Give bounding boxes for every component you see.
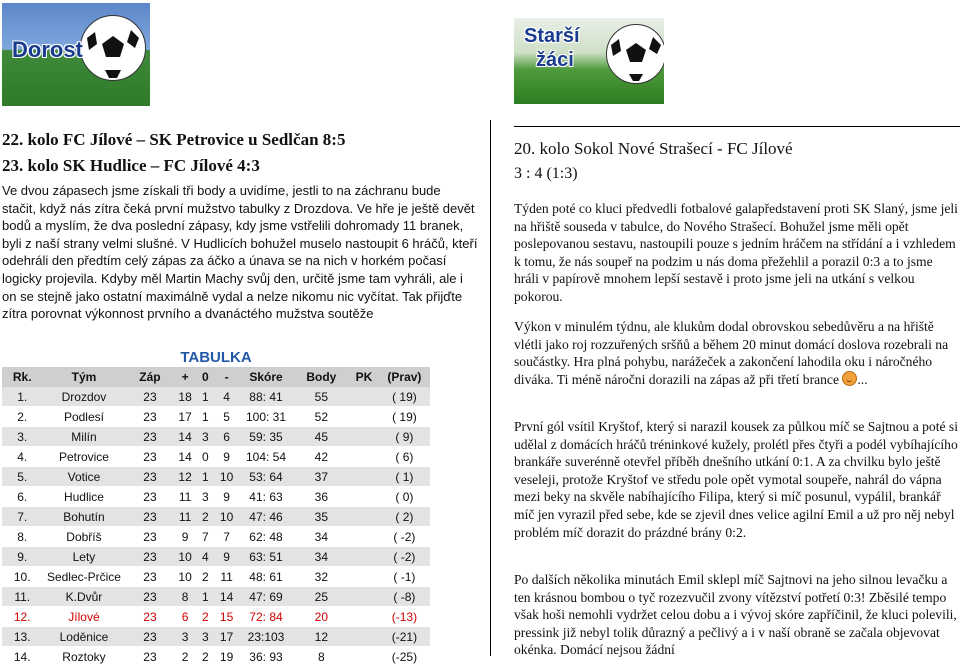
cell: 11 bbox=[174, 507, 195, 527]
cell: 23 bbox=[125, 547, 174, 567]
cell-pk bbox=[349, 647, 379, 667]
cell: 23 bbox=[125, 487, 174, 507]
table-header-row bbox=[2, 367, 430, 387]
column-header: Body bbox=[294, 367, 349, 387]
cell: 36 bbox=[294, 487, 349, 507]
table-row bbox=[2, 527, 430, 547]
cell: 10 bbox=[215, 507, 238, 527]
cell-pk bbox=[349, 507, 379, 527]
cell: (-25) bbox=[379, 647, 430, 667]
table-row bbox=[2, 487, 430, 507]
cell-team: Bohutín bbox=[42, 507, 125, 527]
cell: ( 19) bbox=[379, 407, 430, 427]
cell-team: K.Dvůr bbox=[42, 587, 125, 607]
cell: 4 bbox=[215, 387, 238, 407]
cell: 23 bbox=[125, 527, 174, 547]
table-row bbox=[2, 607, 430, 627]
cell: 47: 46 bbox=[238, 507, 293, 527]
cell: 18 bbox=[174, 387, 195, 407]
banner-title: Dorost bbox=[12, 37, 83, 62]
cell: 8 bbox=[294, 647, 349, 667]
cell-team: Dobříš bbox=[42, 527, 125, 547]
cell: 35 bbox=[294, 507, 349, 527]
cell: 88: 41 bbox=[238, 387, 293, 407]
match-result-22: 22. kolo FC Jílové – SK Petrovice u Sedlčan 8:5 bbox=[2, 130, 346, 149]
cell: 9 bbox=[215, 547, 238, 567]
cell: 2 bbox=[196, 607, 215, 627]
cell: 5 bbox=[215, 407, 238, 427]
cell: 12 bbox=[294, 627, 349, 647]
cell: 8 bbox=[174, 587, 195, 607]
cell-pk bbox=[349, 587, 379, 607]
report-paragraph-2 bbox=[514, 318, 958, 388]
cell-team: Loděnice bbox=[42, 627, 125, 647]
cell: 6 bbox=[174, 607, 195, 627]
table-row bbox=[2, 387, 430, 407]
column-divider bbox=[490, 120, 491, 656]
banner-title bbox=[524, 24, 580, 72]
cell: 53: 64 bbox=[238, 467, 293, 487]
cell: 11 bbox=[215, 567, 238, 587]
cell: 42 bbox=[294, 447, 349, 467]
cell: ( 1) bbox=[379, 467, 430, 487]
cell-team: Votice bbox=[42, 467, 125, 487]
cell: 23 bbox=[125, 407, 174, 427]
cell: 6 bbox=[215, 427, 238, 447]
report-paragraph-1: Týden poté co kluci předvedli fotbalové galapředstavení proti SK Slaný, jsme jeli na hřiště souseda v tabulce, do Nového Strašecí. Bohužel jsme měli opět poslepovanou sestavu, nastoupili pouze s jedním hráčem na střídání a i vzhledem k tomu, že nás soupeř na podzim u nás doma přežehlil a porazil 0:3 a to jsme hráli v papírově mnohem lepší sestavě i proto jsme jeli na utkání s velkou pokorou. bbox=[514, 201, 958, 304]
starsi-zaci-banner bbox=[514, 18, 664, 104]
cell: 62: 48 bbox=[238, 527, 293, 547]
banner-title-line2: žáci bbox=[536, 49, 574, 71]
cell: 25 bbox=[294, 587, 349, 607]
cell: 23 bbox=[125, 387, 174, 407]
match-score: 3 : 4 (1:3) bbox=[514, 165, 578, 182]
cell: 2 bbox=[196, 507, 215, 527]
cell: 23 bbox=[125, 467, 174, 487]
column-header: + bbox=[174, 367, 195, 387]
match-result-23: 23. kolo SK Hudlice – FC Jílové 4:3 bbox=[2, 156, 260, 175]
report-paragraph-4: Po dalších několika minutách Emil sklepl míč Sajtnovi na jeho silnou levačku a ten krásnou bombou o tyč rozezvučil zvony vítězství potřetí 0:3! Zběsilé tempo však hoši nemohli vydržet celou dobu a i vývoj skóre zapříčinil, že kluci polevili, pressink již nebyl tolik důrazný a pečlivý a i v naší obraně se začala objevovat okénka. Domácí nejsou žádní bbox=[514, 572, 957, 658]
table-row bbox=[2, 467, 430, 487]
cell: 100: 31 bbox=[238, 407, 293, 427]
cell-team: Lety bbox=[42, 547, 125, 567]
cell: 55 bbox=[294, 387, 349, 407]
cell: 9 bbox=[215, 447, 238, 467]
cell-pk bbox=[349, 387, 379, 407]
cell-team: Petrovice bbox=[42, 447, 125, 467]
cell: 2. bbox=[2, 407, 42, 427]
dorost-banner bbox=[2, 3, 150, 106]
cell-team: Milín bbox=[42, 427, 125, 447]
cell: 9. bbox=[2, 547, 42, 567]
column-header: Záp bbox=[125, 367, 174, 387]
cell: 32 bbox=[294, 567, 349, 587]
cell: ( -2) bbox=[379, 547, 430, 567]
cell: 52 bbox=[294, 407, 349, 427]
cell: 2 bbox=[196, 647, 215, 667]
cell: 104: 54 bbox=[238, 447, 293, 467]
cell: ( 6) bbox=[379, 447, 430, 467]
football-icon bbox=[606, 24, 664, 84]
cell: (-21) bbox=[379, 627, 430, 647]
cell: 3 bbox=[174, 627, 195, 647]
cell: 14. bbox=[2, 647, 42, 667]
cell: 4 bbox=[196, 547, 215, 567]
column-header: 0 bbox=[196, 367, 215, 387]
cell-pk bbox=[349, 627, 379, 647]
cell: 5. bbox=[2, 467, 42, 487]
report-paragraph-2-tail: ... bbox=[857, 371, 868, 387]
cell: 59: 35 bbox=[238, 427, 293, 447]
table-row bbox=[2, 567, 430, 587]
cell: 34 bbox=[294, 547, 349, 567]
cell: 7. bbox=[2, 507, 42, 527]
cell-team: Jílové bbox=[42, 607, 125, 627]
cell-pk bbox=[349, 567, 379, 587]
cell: 1. bbox=[2, 387, 42, 407]
cell: 4. bbox=[2, 447, 42, 467]
cell: 17 bbox=[215, 627, 238, 647]
cell: 14 bbox=[174, 447, 195, 467]
cell: ( -8) bbox=[379, 587, 430, 607]
cell: 45 bbox=[294, 427, 349, 447]
table-row bbox=[2, 627, 430, 647]
cell: 10 bbox=[174, 567, 195, 587]
cell: 12 bbox=[174, 467, 195, 487]
cell: 3 bbox=[196, 487, 215, 507]
cell: 1 bbox=[196, 387, 215, 407]
cell: 3 bbox=[196, 627, 215, 647]
column-header: - bbox=[215, 367, 238, 387]
cell: 36: 93 bbox=[238, 647, 293, 667]
cell: 15 bbox=[215, 607, 238, 627]
cell: 11. bbox=[2, 587, 42, 607]
cell: 47: 69 bbox=[238, 587, 293, 607]
cell: 41: 63 bbox=[238, 487, 293, 507]
cell: ( -2) bbox=[379, 527, 430, 547]
table-row bbox=[2, 427, 430, 447]
cell: 23 bbox=[125, 567, 174, 587]
cell-team: Hudlice bbox=[42, 487, 125, 507]
cell-pk bbox=[349, 547, 379, 567]
cell: 20 bbox=[294, 607, 349, 627]
match-title-20: 20. kolo Sokol Nové Strašecí - FC Jílové bbox=[514, 139, 793, 158]
cell: 63: 51 bbox=[238, 547, 293, 567]
cell: 10 bbox=[215, 467, 238, 487]
cell: 0 bbox=[196, 447, 215, 467]
cell: 23 bbox=[125, 647, 174, 667]
table-row bbox=[2, 507, 430, 527]
cell: 10 bbox=[174, 547, 195, 567]
cell: ( 0) bbox=[379, 487, 430, 507]
cell: 12. bbox=[2, 607, 42, 627]
cell: 23 bbox=[125, 507, 174, 527]
cell: 2 bbox=[174, 647, 195, 667]
cell-team: Podlesí bbox=[42, 407, 125, 427]
banner-title-line1: Starší bbox=[524, 25, 580, 47]
table-title: TABULKA bbox=[180, 349, 252, 366]
report-paragraph-2-text: Výkon v minulém týdnu, ale klukům dodal obrovskou sebedůvěru a na hřiště vlétli jako roj rozzuřených sršňů a během 20 minut domácí doslova rozebrali na součástky. Hra plná pohybu, narážeček a zakončení lahodila oku i náročného diváka. Ti méně náročni dorazili na zápas až při třetí brance bbox=[514, 319, 949, 387]
cell: 48: 61 bbox=[238, 567, 293, 587]
dorost-report: Ve dvou zápasech jsme získali tři body a uvidíme, jestli to na záchranu bude stačit, když nás zítra čeká první mužstvo tabulky z Drozdova. Ve hře je ještě devět bodů a myslím, že dva poslední zápasy, kdy jsme vstřelili dohromady 11 branek, byli z naší strany velmi slušné. V Hudlicích bohužel muselo nastoupit 6 hráčů, kteří odehráli den předtím celý zápas za áčko a únava se na nich v horkém počasí logicky projevila. Kdyby měl Martin Machy svůj den, určitě jsme tam vyhráli, ale i on se stejně jako ostatní maximálně vydal a nelze nikomu nic vyčítat. Tak přijďte zítra porovnat výkonnost prvního a dvanáctého mužstva soutěže bbox=[2, 183, 478, 322]
cell: 3. bbox=[2, 427, 42, 447]
cell: 14 bbox=[215, 587, 238, 607]
table-row bbox=[2, 547, 430, 567]
cell: 3 bbox=[196, 427, 215, 447]
cell: 1 bbox=[196, 587, 215, 607]
table-row bbox=[2, 587, 430, 607]
cell: 23 bbox=[125, 587, 174, 607]
cell: ( 9) bbox=[379, 427, 430, 447]
cell-pk bbox=[349, 607, 379, 627]
column-header: Skóre bbox=[238, 367, 293, 387]
cell: 2 bbox=[196, 567, 215, 587]
cell: 1 bbox=[196, 407, 215, 427]
column-header: (Prav) bbox=[379, 367, 430, 387]
cell: 7 bbox=[196, 527, 215, 547]
cell: (-13) bbox=[379, 607, 430, 627]
cell: 6. bbox=[2, 487, 42, 507]
cell: 23:103 bbox=[238, 627, 293, 647]
cell: 9 bbox=[174, 527, 195, 547]
cell-team: Sedlec-Prčice bbox=[42, 567, 125, 587]
cell-team: Drozdov bbox=[42, 387, 125, 407]
table-row bbox=[2, 407, 430, 427]
cell: 13. bbox=[2, 627, 42, 647]
cell: ( 19) bbox=[379, 387, 430, 407]
cell-pk bbox=[349, 427, 379, 447]
football-icon bbox=[80, 15, 146, 81]
cell: 10. bbox=[2, 567, 42, 587]
report-paragraph-3: První gól vsítil Kryštof, který si narazil kousek za půlkou míč se Sajtnou a poté si udělal z domácích hráčů tréninkové kužely, prolétl přes čtyři a podél vybíhajícího brankáře suverénně otevřel příběh dnešního utkání 0:1. A za chvilku bylo ještě veseleji, protože Kryštof ve středu pole opět vymotal soupeře, nahrál do vápna mezi beky na skvěle nabíhajícího Filipa, který si míč posunul, vypálil, brankář míč jen vyrazil před sebe, kde se zjevil dnes velice agilní Emil a už pro něj nebyl problém míč dorazit do prázdné brány 0:2. bbox=[514, 419, 958, 540]
cell: 23 bbox=[125, 627, 174, 647]
right-top-rule bbox=[514, 126, 960, 127]
cell: 11 bbox=[174, 487, 195, 507]
cell: 23 bbox=[125, 607, 174, 627]
cell-pk bbox=[349, 447, 379, 467]
cell: 23 bbox=[125, 427, 174, 447]
cell: 17 bbox=[174, 407, 195, 427]
cell-pk bbox=[349, 407, 379, 427]
cell: 8. bbox=[2, 527, 42, 547]
column-header: PK bbox=[349, 367, 379, 387]
column-header: Rk. bbox=[2, 367, 42, 387]
cell: 9 bbox=[215, 487, 238, 507]
cell-pk bbox=[349, 527, 379, 547]
cell: 72: 84 bbox=[238, 607, 293, 627]
column-header: Tým bbox=[42, 367, 125, 387]
cell: 14 bbox=[174, 427, 195, 447]
table-row bbox=[2, 447, 430, 467]
cell-pk bbox=[349, 487, 379, 507]
cell: ( 2) bbox=[379, 507, 430, 527]
standings-table bbox=[2, 367, 430, 667]
table-row bbox=[2, 647, 430, 667]
cell: ( -1) bbox=[379, 567, 430, 587]
cell: 37 bbox=[294, 467, 349, 487]
cell: 34 bbox=[294, 527, 349, 547]
cell: 7 bbox=[215, 527, 238, 547]
cell: 1 bbox=[196, 467, 215, 487]
cell-team: Roztoky bbox=[42, 647, 125, 667]
cell-pk bbox=[349, 467, 379, 487]
cell: 19 bbox=[215, 647, 238, 667]
cell: 23 bbox=[125, 447, 174, 467]
smiley-icon bbox=[842, 371, 857, 386]
